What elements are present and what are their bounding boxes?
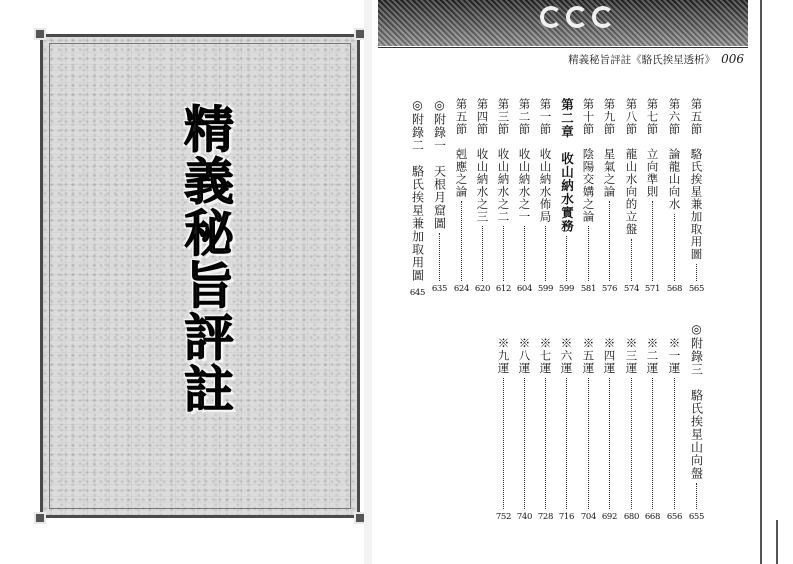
- toc-entry[interactable]: [556, 337, 577, 522]
- toc-entry-page: 692: [601, 512, 618, 522]
- leader-dots: [545, 378, 546, 510]
- leader-dots: [461, 201, 462, 281]
- leader-dots: [652, 201, 653, 281]
- toc-entry-label: ※八運: [517, 337, 532, 375]
- toc-entry[interactable]: [664, 337, 685, 522]
- page-edge: [776, 520, 778, 564]
- toc-entry[interactable]: [686, 98, 707, 294]
- toc-entry[interactable]: [642, 98, 663, 294]
- toc-entry[interactable]: [472, 98, 493, 294]
- toc-entry-page: 568: [666, 284, 683, 294]
- toc-entry-page: 740: [516, 512, 533, 522]
- toc-entry[interactable]: [642, 337, 663, 522]
- toc-entry-page: 581: [580, 284, 597, 294]
- toc-entry-label: 第五節 剋應之論: [454, 98, 469, 198]
- toc-entry[interactable]: [578, 337, 599, 522]
- toc-entry-label: ※二運: [645, 337, 660, 375]
- toc-entry-label: 第五節 駱氏挨星兼加取用圖: [689, 98, 704, 261]
- toc-entry-page: 645: [409, 288, 426, 298]
- toc-entry-page: 599: [558, 284, 575, 294]
- leader-dots: [482, 226, 483, 281]
- toc-appendix-label: ◎附錄二 駱氏挨星兼加取用圖: [410, 98, 425, 282]
- toc-entry-page: 752: [495, 512, 512, 522]
- toc-entry[interactable]: [514, 98, 535, 294]
- leader-dots: [566, 236, 567, 281]
- page-edge: [760, 0, 762, 564]
- toc-entry-label: 第九節 星氣之論: [602, 98, 617, 198]
- toc-appendix-entry[interactable]: [429, 98, 450, 294]
- toc-appendix-label: ◎附錄三 駱氏挨星山向盤: [689, 322, 704, 480]
- swirl-ornament-icon: [566, 6, 588, 28]
- left-page-frame: [40, 34, 360, 518]
- leader-dots: [524, 378, 525, 510]
- leader-dots: [696, 483, 697, 509]
- toc-entry-label: ※四運: [602, 337, 617, 375]
- toc-entry[interactable]: [514, 337, 535, 522]
- leader-dots: [631, 378, 632, 510]
- toc-entry-page: 704: [580, 512, 597, 522]
- page-gutter: [364, 0, 372, 564]
- toc-entry-page: 576: [601, 284, 618, 294]
- toc-entry-label: ※三運: [624, 337, 639, 375]
- toc-entry-page: 668: [644, 512, 661, 522]
- toc-entry-label: 第三節 收山納水之二: [496, 98, 511, 223]
- leader-dots: [439, 233, 440, 281]
- page-number: 006: [721, 52, 744, 66]
- toc-entry-label: 第一節 收山納水佈局: [538, 98, 553, 223]
- header-rule: [378, 47, 748, 48]
- swirl-ornament-icon: [592, 6, 614, 28]
- toc-entry-label: 第四節 收山納水之三: [475, 98, 490, 223]
- leader-dots: [609, 378, 610, 510]
- toc-entry-page: 635: [431, 284, 448, 294]
- toc-entry-page: 599: [537, 284, 554, 294]
- toc-entry-label: ※一運: [667, 337, 682, 375]
- swirl-ornament-icon: [540, 6, 562, 28]
- leader-dots: [524, 226, 525, 281]
- toc-entry-label: 第七節 立向準則: [645, 98, 660, 198]
- leader-dots: [588, 378, 589, 510]
- toc-entry-page: 565: [688, 284, 705, 294]
- toc-entry[interactable]: [493, 98, 514, 294]
- toc-entry-page: 612: [495, 284, 512, 294]
- toc-entry-label: ※九運: [496, 337, 511, 375]
- leader-dots: [566, 378, 567, 510]
- toc-appendix-entry[interactable]: [407, 98, 428, 298]
- running-head-title: 精義秘旨評註《駱氏挨星透析》: [568, 54, 716, 66]
- leader-dots: [652, 378, 653, 510]
- header-decoration: [378, 0, 748, 46]
- leader-dots: [545, 226, 546, 281]
- toc-entry-page: 620: [474, 284, 491, 294]
- toc-entry[interactable]: [451, 98, 472, 294]
- leader-dots: [696, 264, 697, 282]
- toc-entry-page: 656: [666, 512, 683, 522]
- toc-entry-page: 728: [537, 512, 554, 522]
- book-title: 精義秘旨評註: [176, 103, 234, 415]
- toc-entry[interactable]: [599, 98, 620, 294]
- toc-entry[interactable]: [493, 337, 514, 522]
- leader-dots: [631, 239, 632, 282]
- leader-dots: [503, 226, 504, 281]
- toc-entry[interactable]: [535, 337, 556, 522]
- toc-entry-page: 716: [558, 512, 575, 522]
- toc-entry-page: 574: [623, 284, 640, 294]
- toc-entry-label: 第十節 陰陽交媾之論: [581, 98, 596, 223]
- toc-entry-label: ※六運: [559, 337, 574, 375]
- leader-dots: [674, 378, 675, 510]
- toc-appendix-label: ◎附錄一 天根月窟圖: [432, 98, 447, 230]
- corner-ornament: [34, 512, 46, 524]
- toc-entry-label: ※五運: [581, 337, 596, 375]
- leader-dots: [588, 226, 589, 281]
- toc-entry-page: 571: [644, 284, 661, 294]
- toc-entry-page: 655: [688, 512, 705, 522]
- toc-entry-label: 第八節 龍山水向的立盤: [624, 98, 639, 236]
- toc-entry[interactable]: [621, 98, 642, 294]
- toc-chapter-entry[interactable]: [556, 98, 577, 294]
- toc-entry-page: 604: [516, 284, 533, 294]
- toc-entry[interactable]: [621, 337, 642, 522]
- leader-dots: [674, 214, 675, 282]
- toc-entry[interactable]: [664, 98, 685, 294]
- toc-chapter-label: 第二章 收山納水實務: [559, 98, 575, 233]
- toc-entry[interactable]: [578, 98, 599, 294]
- toc-appendix-entry[interactable]: [686, 322, 707, 522]
- toc-entry-label: 第六節 論龍山向水: [667, 98, 682, 211]
- leader-dots: [503, 378, 504, 510]
- toc-entry[interactable]: [535, 98, 556, 294]
- toc-entry-page: 680: [623, 512, 640, 522]
- running-head: [520, 52, 744, 67]
- corner-ornament: [34, 28, 46, 40]
- toc-entry[interactable]: [599, 337, 620, 522]
- toc-entry-page: 624: [453, 284, 470, 294]
- toc-entry-label: 第二節 收山納水之一: [517, 98, 532, 223]
- toc-entry-label: ※七運: [538, 337, 553, 375]
- leader-dots: [609, 201, 610, 281]
